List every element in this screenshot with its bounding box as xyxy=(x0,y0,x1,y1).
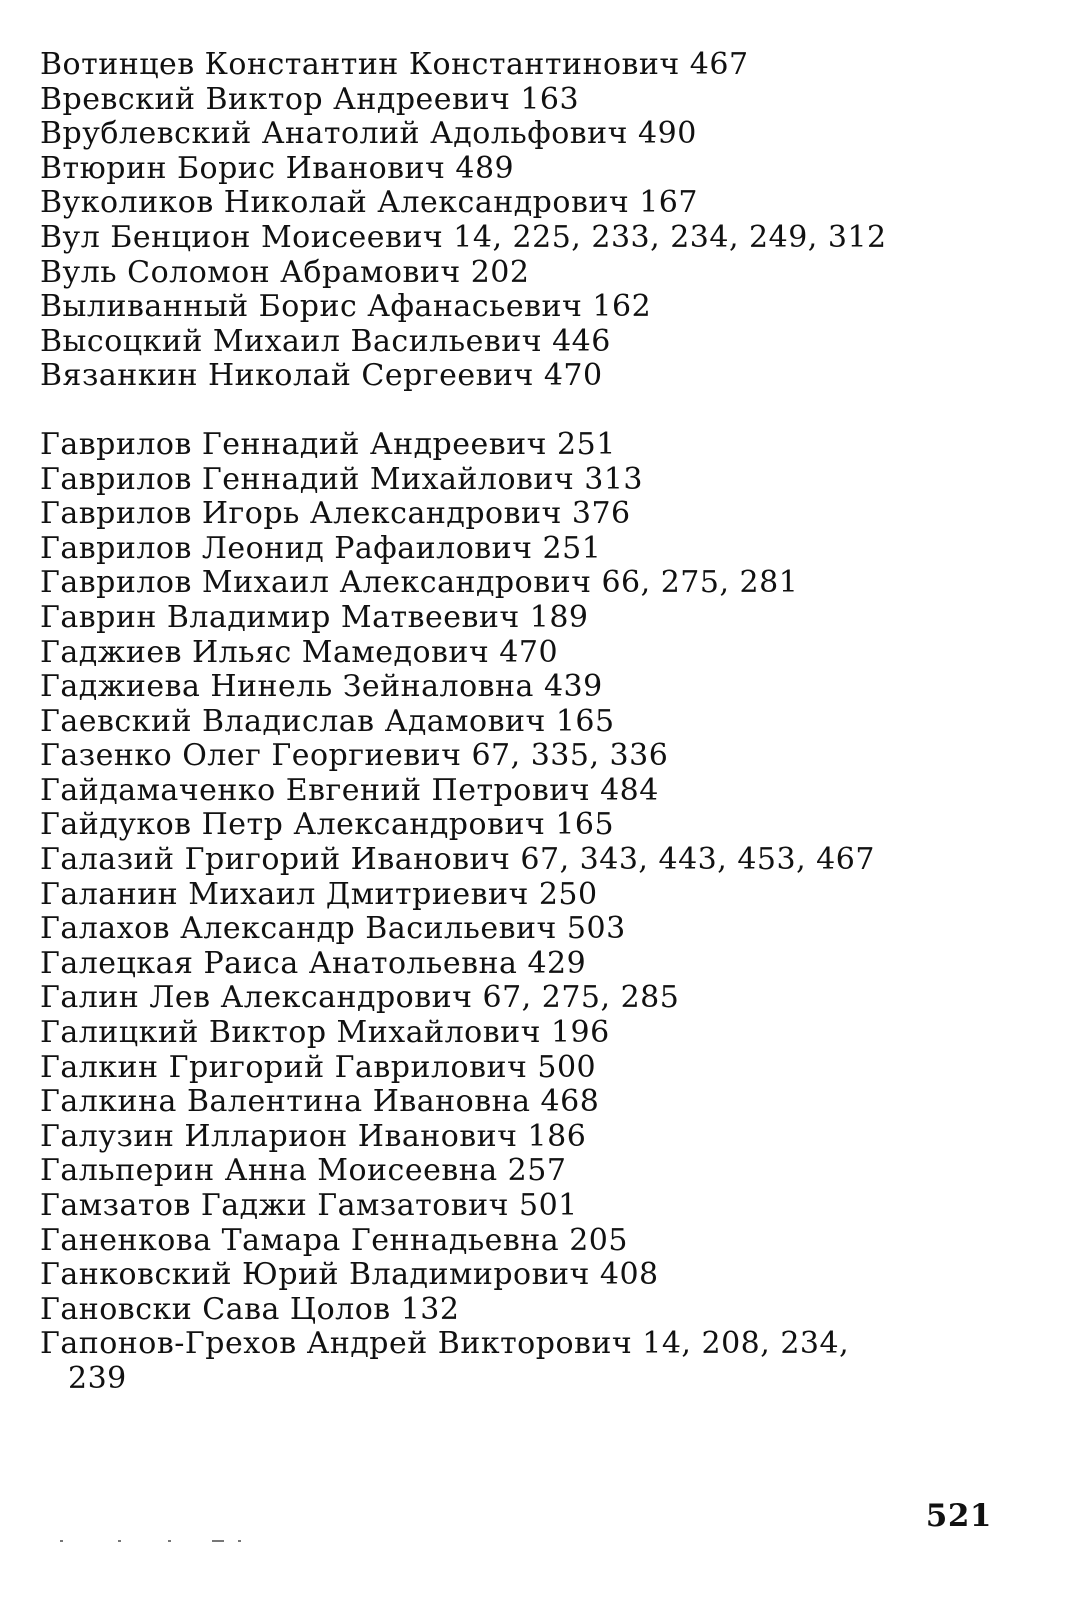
index-entry: Вязанкин Николай Сергеевич 470 xyxy=(40,358,603,394)
index-entry: Гаврилов Геннадий Андреевич 251 xyxy=(40,426,616,462)
index-entry: Гамзатов Гаджи Гамзатович 501 xyxy=(40,1188,578,1223)
index-entry: Высоцкий Михаил Васильевич 446 xyxy=(40,323,611,359)
index-entry: Гаджиева Нинель Зейналовна 439 xyxy=(40,669,603,705)
index-entry-multiline xyxy=(40,1327,1000,1396)
index-entry: Гайдамаченко Евгений Петрович 484 xyxy=(40,772,659,808)
index-group-g xyxy=(40,428,1030,1397)
index-entry: Газенко Олег Георгиевич 67, 335, 336 xyxy=(40,738,669,774)
index-entry: Вуль Соломон Абрамович 202 xyxy=(40,254,530,290)
index-entry: Галахов Александр Васильевич 503 xyxy=(40,911,626,947)
index-group-v xyxy=(40,48,1030,394)
index-entry: Вотинцев Константин Константинович 467 xyxy=(40,47,749,82)
index-entry: Гаевский Владислав Адамович 165 xyxy=(40,703,615,739)
index-entry: Ганенкова Тамара Геннадьевна 205 xyxy=(40,1222,628,1258)
index-entry-continuation: 239 xyxy=(68,1360,127,1396)
name-index-list xyxy=(40,48,1030,1397)
index-entry: Вревский Виктор Андреевич 163 xyxy=(40,81,580,117)
index-entry: Галкина Валентина Ивановна 468 xyxy=(40,1084,600,1120)
index-entry: Галицкий Виктор Михайлович 196 xyxy=(40,1015,610,1051)
index-entry: Врублевский Анатолий Адольфович 490 xyxy=(40,116,697,152)
page-number: 521 xyxy=(925,1498,992,1534)
index-entry-text: Гапонов-Грехов Андрей Викторович 14, 208, 234, xyxy=(40,1326,850,1362)
index-entry: Гайдуков Петр Александрович 165 xyxy=(40,807,615,843)
index-entry: Гаврилов Игорь Александрович 376 xyxy=(40,496,631,532)
index-entry: Выливанный Борис Афанасьевич 162 xyxy=(40,289,652,325)
index-entry: Гаврин Владимир Матвеевич 189 xyxy=(40,599,589,635)
index-entry: Гаврилов Геннадий Михайлович 313 xyxy=(40,461,644,497)
index-entry: Ганковский Юрий Владимирович 408 xyxy=(40,1257,659,1293)
index-entry: Галецкая Раиса Анатольевна 429 xyxy=(40,945,587,981)
index-entry: Втюрин Борис Иванович 489 xyxy=(40,150,515,186)
index-entry: Галин Лев Александрович 67, 275, 285 xyxy=(40,980,680,1016)
index-entry: Гановски Сава Цолов 132 xyxy=(40,1291,460,1327)
index-entry: Гаврилов Михаил Александрович 66, 275, 281 xyxy=(40,565,799,601)
index-entry: Галузин Илларион Иванович 186 xyxy=(40,1118,587,1154)
index-entry: Вул Бенцион Моисеевич 14, 225, 233, 234, 249, 312 xyxy=(40,219,887,255)
index-entry: Галкин Григорий Гаврилович 500 xyxy=(40,1049,597,1085)
index-entry: Гаджиев Ильяс Мамедович 470 xyxy=(40,634,559,670)
index-entry: Вуколиков Николай Александрович 167 xyxy=(40,185,698,221)
index-entry: Галазий Григорий Иванович 67, 343, 443, 453, 467 xyxy=(40,842,875,878)
index-entry: Гальперин Анна Моисеевна 257 xyxy=(40,1153,567,1189)
index-entry: Галанин Михаил Дмитриевич 250 xyxy=(40,876,598,912)
index-entry: Гаврилов Леонид Рафаилович 251 xyxy=(40,530,602,566)
